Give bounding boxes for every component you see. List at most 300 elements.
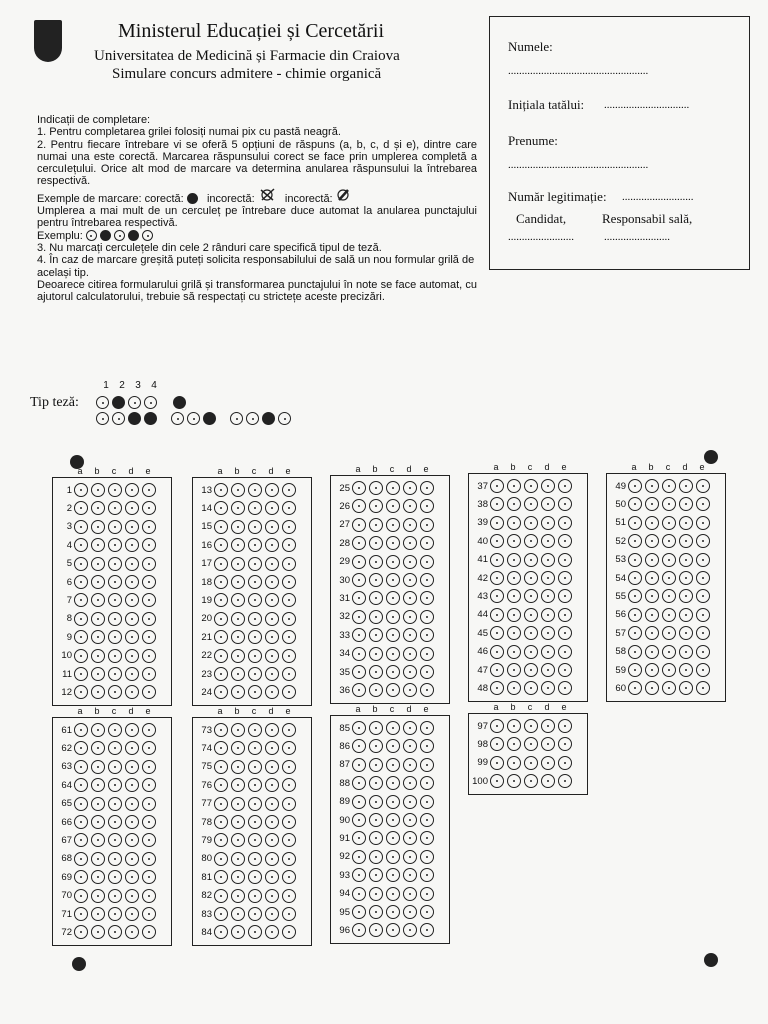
id-number-field[interactable]: .......................... — [622, 191, 694, 203]
answer-bubble[interactable] — [108, 630, 122, 644]
answer-bubble[interactable] — [645, 589, 659, 603]
answer-bubble[interactable] — [541, 516, 555, 530]
answer-bubble[interactable] — [142, 852, 156, 866]
answer-bubble[interactable] — [352, 573, 366, 587]
answer-bubble[interactable] — [403, 923, 417, 937]
answer-bubble[interactable] — [282, 741, 296, 755]
answer-bubble[interactable] — [507, 774, 521, 788]
answer-bubble[interactable] — [696, 497, 710, 511]
answer-bubble[interactable] — [282, 520, 296, 534]
answer-bubble[interactable] — [248, 557, 262, 571]
answer-bubble[interactable] — [142, 778, 156, 792]
answer-bubble[interactable] — [386, 499, 400, 513]
answer-bubble[interactable] — [265, 520, 279, 534]
answer-bubble[interactable] — [231, 870, 245, 884]
answer-bubble[interactable] — [108, 870, 122, 884]
answer-bubble[interactable] — [214, 925, 228, 939]
answer-bubble[interactable] — [142, 520, 156, 534]
answer-bubble[interactable] — [645, 626, 659, 640]
answer-bubble[interactable] — [74, 925, 88, 939]
answer-bubble[interactable] — [282, 501, 296, 515]
answer-bubble[interactable] — [369, 610, 383, 624]
answer-bubble[interactable] — [403, 683, 417, 697]
answer-bubble[interactable] — [352, 610, 366, 624]
answer-bubble[interactable] — [108, 815, 122, 829]
answer-bubble[interactable] — [490, 663, 504, 677]
answer-bubble[interactable] — [524, 479, 538, 493]
answer-bubble[interactable] — [214, 889, 228, 903]
answer-bubble[interactable] — [679, 534, 693, 548]
answer-bubble[interactable] — [558, 534, 572, 548]
answer-bubble[interactable] — [490, 571, 504, 585]
answer-bubble[interactable] — [214, 685, 228, 699]
answer-bubble[interactable] — [142, 760, 156, 774]
answer-bubble[interactable] — [420, 591, 434, 605]
answer-bubble[interactable] — [369, 721, 383, 735]
answer-bubble[interactable] — [507, 719, 521, 733]
answer-bubble[interactable] — [282, 667, 296, 681]
answer-bubble[interactable] — [231, 612, 245, 626]
answer-bubble[interactable] — [214, 907, 228, 921]
answer-bubble[interactable] — [420, 499, 434, 513]
answer-bubble[interactable] — [352, 721, 366, 735]
answer-bubble[interactable] — [108, 778, 122, 792]
answer-bubble[interactable] — [369, 591, 383, 605]
answer-bubble[interactable] — [524, 737, 538, 751]
answer-bubble[interactable] — [352, 499, 366, 513]
answer-bubble[interactable] — [386, 481, 400, 495]
answer-bubble[interactable] — [352, 831, 366, 845]
answer-bubble[interactable] — [282, 649, 296, 663]
answer-bubble[interactable] — [231, 833, 245, 847]
answer-bubble[interactable] — [91, 797, 105, 811]
answer-bubble[interactable] — [74, 593, 88, 607]
answer-bubble[interactable] — [541, 663, 555, 677]
answer-bubble[interactable] — [541, 719, 555, 733]
answer-bubble[interactable] — [108, 667, 122, 681]
answer-bubble[interactable] — [282, 815, 296, 829]
answer-bubble[interactable] — [403, 813, 417, 827]
answer-bubble[interactable] — [420, 887, 434, 901]
answer-bubble[interactable] — [679, 645, 693, 659]
answer-bubble[interactable] — [524, 626, 538, 640]
answer-bubble[interactable] — [231, 723, 245, 737]
answer-bubble[interactable] — [679, 608, 693, 622]
answer-bubble[interactable] — [628, 571, 642, 585]
answer-bubble[interactable] — [524, 681, 538, 695]
answer-bubble[interactable] — [645, 608, 659, 622]
answer-bubble[interactable] — [558, 553, 572, 567]
answer-bubble[interactable] — [74, 649, 88, 663]
answer-bubble[interactable] — [490, 737, 504, 751]
supervisor-signature-field[interactable]: ........................ — [604, 231, 670, 243]
answer-bubble[interactable] — [91, 889, 105, 903]
answer-bubble[interactable] — [214, 797, 228, 811]
answer-bubble[interactable] — [490, 608, 504, 622]
answer-bubble[interactable] — [352, 776, 366, 790]
answer-bubble[interactable] — [662, 571, 676, 585]
answer-bubble[interactable] — [265, 797, 279, 811]
answer-bubble[interactable] — [265, 870, 279, 884]
answer-bubble[interactable] — [369, 831, 383, 845]
answer-bubble[interactable] — [265, 593, 279, 607]
answer-bubble[interactable] — [645, 553, 659, 567]
answer-bubble[interactable] — [352, 923, 366, 937]
answer-bubble[interactable] — [645, 663, 659, 677]
first-name-field[interactable]: ................................................... — [508, 159, 649, 171]
answer-bubble[interactable] — [386, 868, 400, 882]
answer-bubble[interactable] — [248, 815, 262, 829]
answer-bubble[interactable] — [420, 776, 434, 790]
answer-bubble[interactable] — [541, 626, 555, 640]
answer-bubble[interactable] — [125, 612, 139, 626]
answer-bubble[interactable] — [386, 647, 400, 661]
answer-bubble[interactable] — [369, 683, 383, 697]
answer-bubble[interactable] — [125, 501, 139, 515]
answer-bubble[interactable] — [74, 852, 88, 866]
answer-bubble[interactable] — [142, 925, 156, 939]
answer-bubble[interactable] — [420, 721, 434, 735]
answer-bubble[interactable] — [369, 813, 383, 827]
answer-bubble[interactable] — [558, 589, 572, 603]
answer-bubble[interactable] — [125, 778, 139, 792]
answer-bubble[interactable] — [91, 520, 105, 534]
answer-bubble[interactable] — [125, 925, 139, 939]
answer-bubble[interactable] — [108, 649, 122, 663]
answer-bubble[interactable] — [248, 760, 262, 774]
answer-bubble[interactable] — [645, 534, 659, 548]
answer-bubble[interactable] — [74, 907, 88, 921]
answer-bubble[interactable] — [74, 520, 88, 534]
answer-bubble[interactable] — [214, 649, 228, 663]
answer-bubble[interactable] — [558, 756, 572, 770]
answer-bubble[interactable] — [628, 516, 642, 530]
answer-bubble[interactable] — [248, 649, 262, 663]
answer-bubble[interactable] — [91, 925, 105, 939]
answer-bubble[interactable] — [214, 557, 228, 571]
answer-bubble[interactable] — [265, 538, 279, 552]
answer-bubble[interactable] — [507, 681, 521, 695]
answer-bubble[interactable] — [248, 667, 262, 681]
answer-bubble[interactable] — [558, 571, 572, 585]
answer-bubble[interactable] — [403, 591, 417, 605]
answer-bubble[interactable] — [490, 756, 504, 770]
answer-bubble[interactable] — [696, 534, 710, 548]
answer-bubble[interactable] — [142, 741, 156, 755]
answer-bubble[interactable] — [248, 612, 262, 626]
answer-bubble[interactable] — [352, 739, 366, 753]
answer-bubble[interactable] — [282, 889, 296, 903]
answer-bubble[interactable] — [142, 723, 156, 737]
answer-bubble[interactable] — [403, 518, 417, 532]
answer-bubble[interactable] — [231, 538, 245, 552]
answer-bubble[interactable] — [91, 870, 105, 884]
answer-bubble[interactable] — [125, 557, 139, 571]
answer-bubble[interactable] — [386, 923, 400, 937]
answer-bubble[interactable] — [541, 497, 555, 511]
answer-bubble[interactable] — [231, 593, 245, 607]
answer-bubble[interactable] — [352, 887, 366, 901]
answer-bubble[interactable] — [265, 907, 279, 921]
answer-bubble[interactable] — [282, 797, 296, 811]
answer-bubble[interactable] — [142, 538, 156, 552]
answer-bubble[interactable] — [403, 628, 417, 642]
answer-bubble[interactable] — [352, 555, 366, 569]
answer-bubble[interactable] — [282, 760, 296, 774]
answer-bubble[interactable] — [108, 760, 122, 774]
answer-bubble[interactable] — [91, 685, 105, 699]
answer-bubble[interactable] — [214, 483, 228, 497]
answer-bubble[interactable] — [125, 723, 139, 737]
answer-bubble[interactable] — [662, 497, 676, 511]
father-initial-field[interactable]: ............................... — [604, 99, 690, 111]
answer-bubble[interactable] — [507, 645, 521, 659]
answer-bubble[interactable] — [403, 665, 417, 679]
answer-bubble[interactable] — [74, 778, 88, 792]
answer-bubble[interactable] — [74, 575, 88, 589]
answer-bubble[interactable] — [248, 520, 262, 534]
answer-bubble[interactable] — [248, 630, 262, 644]
answer-bubble[interactable] — [558, 645, 572, 659]
answer-bubble[interactable] — [420, 795, 434, 809]
answer-bubble[interactable] — [696, 589, 710, 603]
answer-bubble[interactable] — [541, 608, 555, 622]
answer-bubble[interactable] — [282, 870, 296, 884]
answer-bubble[interactable] — [524, 497, 538, 511]
answer-bubble[interactable] — [679, 663, 693, 677]
answer-bubble[interactable] — [265, 815, 279, 829]
answer-bubble[interactable] — [403, 831, 417, 845]
answer-bubble[interactable] — [369, 647, 383, 661]
answer-bubble[interactable] — [248, 593, 262, 607]
answer-bubble[interactable] — [558, 479, 572, 493]
answer-bubble[interactable] — [108, 925, 122, 939]
answer-bubble[interactable] — [91, 575, 105, 589]
answer-bubble[interactable] — [645, 497, 659, 511]
answer-bubble[interactable] — [403, 850, 417, 864]
answer-bubble[interactable] — [386, 591, 400, 605]
answer-bubble[interactable] — [369, 795, 383, 809]
answer-bubble[interactable] — [490, 534, 504, 548]
answer-bubble[interactable] — [74, 889, 88, 903]
answer-bubble[interactable] — [125, 741, 139, 755]
answer-bubble[interactable] — [369, 850, 383, 864]
answer-bubble[interactable] — [108, 538, 122, 552]
answer-bubble[interactable] — [352, 850, 366, 864]
answer-bubble[interactable] — [248, 889, 262, 903]
answer-bubble[interactable] — [628, 681, 642, 695]
answer-bubble[interactable] — [386, 831, 400, 845]
answer-bubble[interactable] — [386, 739, 400, 753]
answer-bubble[interactable] — [91, 760, 105, 774]
answer-bubble[interactable] — [125, 649, 139, 663]
answer-bubble[interactable] — [628, 534, 642, 548]
answer-bubble[interactable] — [507, 479, 521, 493]
answer-bubble[interactable] — [403, 739, 417, 753]
answer-bubble[interactable] — [231, 630, 245, 644]
answer-bubble[interactable] — [386, 683, 400, 697]
answer-bubble[interactable] — [231, 907, 245, 921]
answer-bubble[interactable] — [248, 575, 262, 589]
answer-bubble[interactable] — [265, 925, 279, 939]
answer-bubble[interactable] — [265, 741, 279, 755]
answer-bubble[interactable] — [214, 852, 228, 866]
answer-bubble[interactable] — [490, 479, 504, 493]
answer-bubble[interactable] — [125, 889, 139, 903]
answer-bubble[interactable] — [696, 608, 710, 622]
answer-bubble[interactable] — [420, 573, 434, 587]
answer-bubble[interactable] — [679, 497, 693, 511]
answer-bubble[interactable] — [142, 501, 156, 515]
answer-bubble[interactable] — [403, 776, 417, 790]
answer-bubble[interactable] — [420, 518, 434, 532]
answer-bubble[interactable] — [524, 553, 538, 567]
answer-bubble[interactable] — [74, 557, 88, 571]
answer-bubble[interactable] — [541, 479, 555, 493]
answer-bubble[interactable] — [214, 575, 228, 589]
answer-bubble[interactable] — [91, 667, 105, 681]
answer-bubble[interactable] — [524, 663, 538, 677]
answer-bubble[interactable] — [386, 573, 400, 587]
answer-bubble[interactable] — [265, 501, 279, 515]
answer-bubble[interactable] — [420, 683, 434, 697]
answer-bubble[interactable] — [214, 520, 228, 534]
answer-bubble[interactable] — [91, 557, 105, 571]
answer-bubble[interactable] — [490, 626, 504, 640]
answer-bubble[interactable] — [352, 758, 366, 772]
answer-bubble[interactable] — [265, 833, 279, 847]
answer-bubble[interactable] — [696, 553, 710, 567]
answer-bubble[interactable] — [108, 907, 122, 921]
answer-bubble[interactable] — [628, 626, 642, 640]
answer-bubble[interactable] — [507, 663, 521, 677]
answer-bubble[interactable] — [214, 538, 228, 552]
answer-bubble[interactable] — [369, 665, 383, 679]
answer-bubble[interactable] — [74, 501, 88, 515]
answer-bubble[interactable] — [507, 737, 521, 751]
answer-bubble[interactable] — [91, 538, 105, 552]
answer-bubble[interactable] — [507, 571, 521, 585]
answer-bubble[interactable] — [214, 630, 228, 644]
answer-bubble[interactable] — [265, 889, 279, 903]
answer-bubble[interactable] — [507, 553, 521, 567]
answer-bubble[interactable] — [403, 610, 417, 624]
answer-bubble[interactable] — [74, 667, 88, 681]
answer-bubble[interactable] — [524, 719, 538, 733]
answer-bubble[interactable] — [214, 593, 228, 607]
answer-bubble[interactable] — [282, 593, 296, 607]
name-field[interactable]: ................................................... — [508, 65, 649, 77]
answer-bubble[interactable] — [420, 868, 434, 882]
answer-bubble[interactable] — [142, 593, 156, 607]
answer-bubble[interactable] — [507, 516, 521, 530]
answer-bubble[interactable] — [248, 833, 262, 847]
answer-bubble[interactable] — [108, 833, 122, 847]
answer-bubble[interactable] — [386, 518, 400, 532]
answer-bubble[interactable] — [74, 741, 88, 755]
answer-bubble[interactable] — [558, 737, 572, 751]
answer-bubble[interactable] — [265, 760, 279, 774]
answer-bubble[interactable] — [231, 685, 245, 699]
answer-bubble[interactable] — [125, 833, 139, 847]
answer-bubble[interactable] — [265, 575, 279, 589]
answer-bubble[interactable] — [282, 833, 296, 847]
answer-bubble[interactable] — [507, 534, 521, 548]
answer-bubble[interactable] — [231, 925, 245, 939]
answer-bubble[interactable] — [265, 723, 279, 737]
answer-bubble[interactable] — [91, 815, 105, 829]
answer-bubble[interactable] — [558, 774, 572, 788]
answer-bubble[interactable] — [369, 868, 383, 882]
answer-bubble[interactable] — [662, 681, 676, 695]
answer-bubble[interactable] — [282, 557, 296, 571]
answer-bubble[interactable] — [142, 889, 156, 903]
answer-bubble[interactable] — [420, 850, 434, 864]
answer-bubble[interactable] — [231, 778, 245, 792]
answer-bubble[interactable] — [369, 758, 383, 772]
answer-bubble[interactable] — [628, 608, 642, 622]
answer-bubble[interactable] — [91, 630, 105, 644]
answer-bubble[interactable] — [231, 815, 245, 829]
answer-bubble[interactable] — [369, 739, 383, 753]
answer-bubble[interactable] — [420, 665, 434, 679]
answer-bubble[interactable] — [645, 645, 659, 659]
answer-bubble[interactable] — [248, 925, 262, 939]
answer-bubble[interactable] — [231, 520, 245, 534]
answer-bubble[interactable] — [214, 870, 228, 884]
candidate-signature-field[interactable]: ........................ — [508, 231, 574, 243]
answer-bubble[interactable] — [352, 647, 366, 661]
answer-bubble[interactable] — [662, 516, 676, 530]
answer-bubble[interactable] — [108, 593, 122, 607]
answer-bubble[interactable] — [108, 483, 122, 497]
answer-bubble[interactable] — [662, 553, 676, 567]
answer-bubble[interactable] — [507, 756, 521, 770]
answer-bubble[interactable] — [248, 501, 262, 515]
answer-bubble[interactable] — [108, 797, 122, 811]
answer-bubble[interactable] — [403, 647, 417, 661]
answer-bubble[interactable] — [74, 870, 88, 884]
answer-bubble[interactable] — [91, 852, 105, 866]
answer-bubble[interactable] — [662, 479, 676, 493]
answer-bubble[interactable] — [74, 538, 88, 552]
answer-bubble[interactable] — [125, 538, 139, 552]
answer-bubble[interactable] — [248, 723, 262, 737]
answer-bubble[interactable] — [91, 483, 105, 497]
answer-bubble[interactable] — [108, 852, 122, 866]
answer-bubble[interactable] — [420, 905, 434, 919]
answer-bubble[interactable] — [524, 756, 538, 770]
answer-bubble[interactable] — [125, 575, 139, 589]
answer-bubble[interactable] — [386, 795, 400, 809]
answer-bubble[interactable] — [125, 685, 139, 699]
answer-bubble[interactable] — [108, 520, 122, 534]
answer-bubble[interactable] — [386, 555, 400, 569]
answer-bubble[interactable] — [142, 815, 156, 829]
answer-bubble[interactable] — [696, 663, 710, 677]
answer-bubble[interactable] — [248, 685, 262, 699]
answer-bubble[interactable] — [352, 868, 366, 882]
answer-bubble[interactable] — [386, 665, 400, 679]
answer-bubble[interactable] — [662, 534, 676, 548]
answer-bubble[interactable] — [490, 774, 504, 788]
answer-bubble[interactable] — [352, 905, 366, 919]
answer-bubble[interactable] — [125, 797, 139, 811]
answer-bubble[interactable] — [214, 501, 228, 515]
answer-bubble[interactable] — [541, 774, 555, 788]
answer-bubble[interactable] — [125, 760, 139, 774]
answer-bubble[interactable] — [679, 516, 693, 530]
